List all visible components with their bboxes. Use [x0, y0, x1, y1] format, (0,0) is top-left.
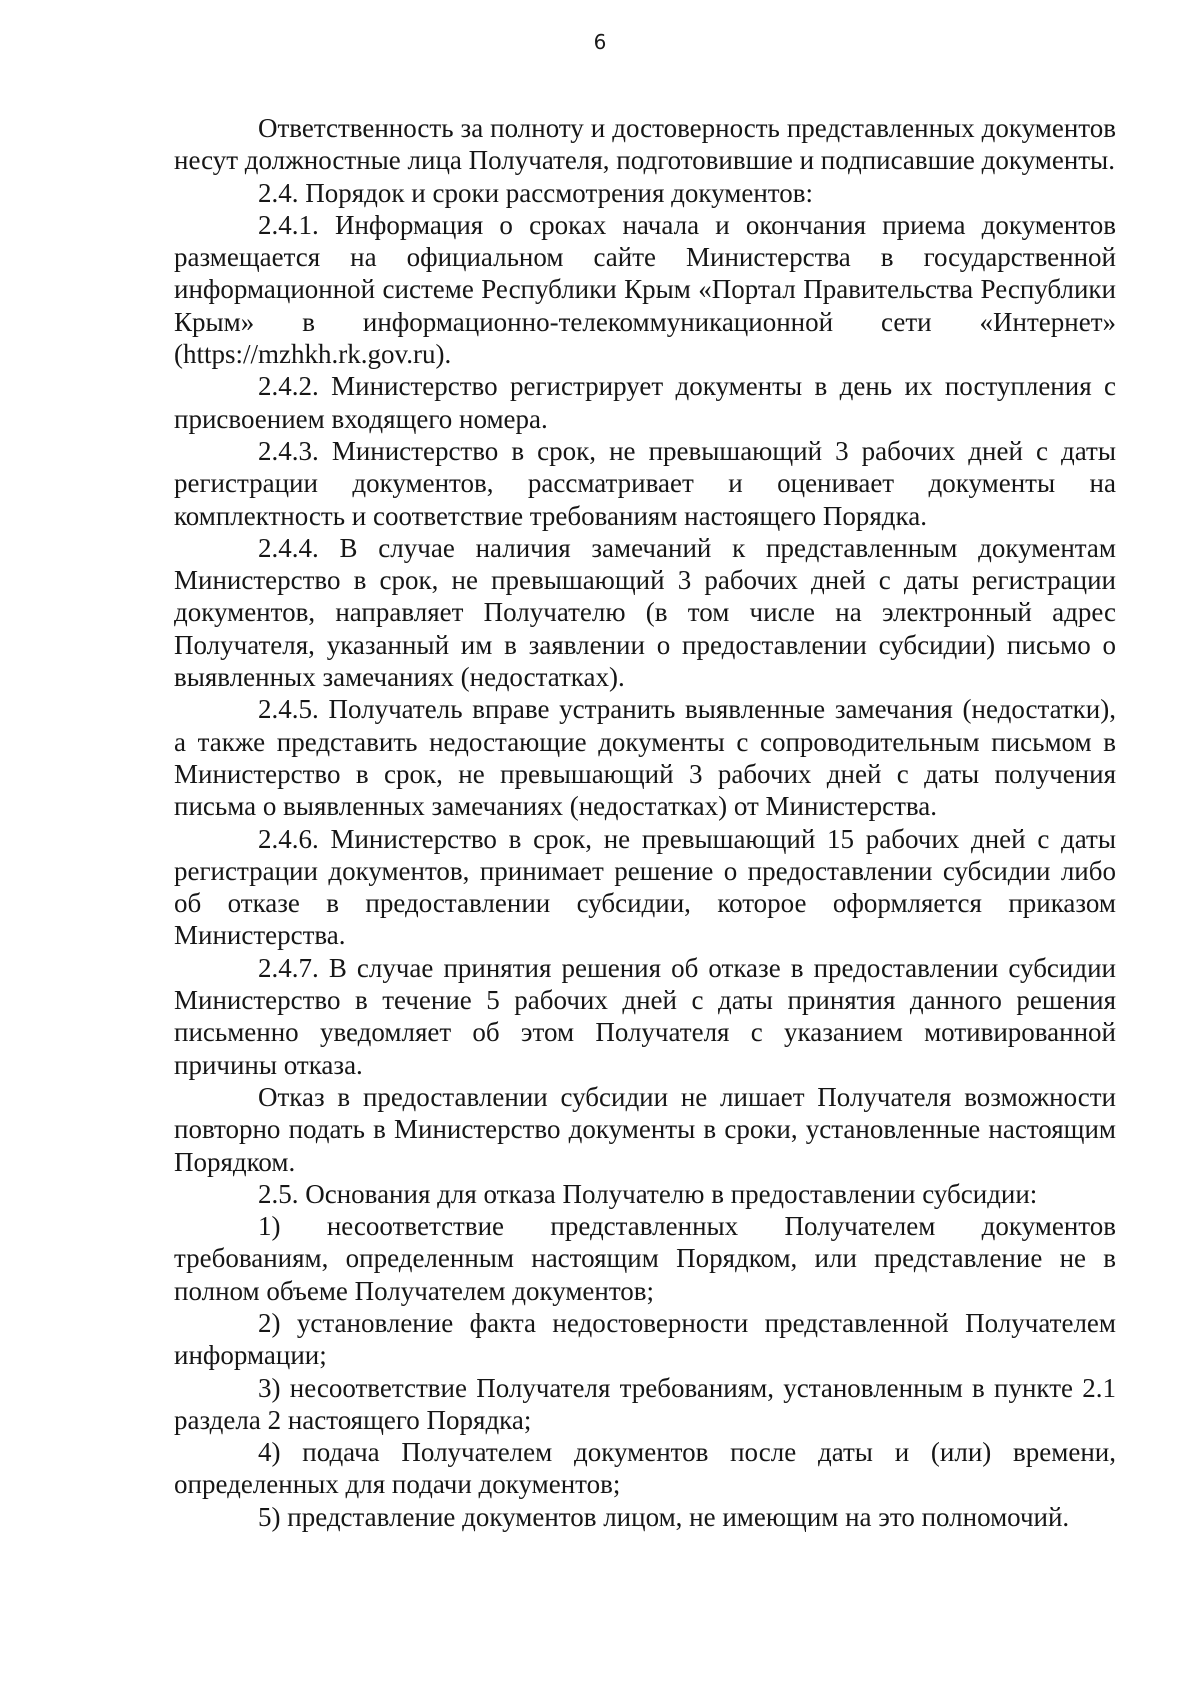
list-item-3: 3) несоответствие Получателя требованиям, установленным в пункте 2.1 раздела 2 настоящего Порядка; — [174, 1372, 1116, 1435]
list-item-5: 5) представление документов лицом, не имеющим на это полномочий. — [258, 1501, 1070, 1532]
document-body — [174, 112, 1116, 1533]
paragraph-2-5: 2.5. Основания для отказа Получателю в предоставлении субсидии: — [258, 1178, 1038, 1209]
paragraph-2-4-4: 2.4.4. В случае наличия замечаний к представленным документам Министерство в срок, не превышающий 3 рабочих дней с даты регистрации документов, направляет Получателю (в том числе на электронный адрес Получателя, указанный им в заявлении о предоставлении субсидии) письмо о выявленных замечаниях (недостатках). — [174, 532, 1116, 693]
paragraph-2-4-2: 2.4.2. Министерство регистрирует документы в день их поступления с присвоением входящего номера. — [174, 371, 1116, 434]
paragraph-2-4-7: 2.4.7. В случае принятия решения об отказе в предоставлении субсидии Министерство в течение 5 рабочих дней с даты принятия данного решения письменно уведомляет об этом Получателя с указанием мотивированной причины отказа. — [174, 952, 1116, 1080]
paragraph-2-4: 2.4. Порядок и сроки рассмотрения документов: — [258, 177, 813, 208]
list-item-4: 4) подача Получателем документов после даты и (или) времени, определенных для подачи документов; — [174, 1437, 1116, 1500]
list-item-1: 1) несоответствие представленных Получателем документов требованиям, определенным настоящим Порядком, или представление не в полном объеме Получателем документов; — [174, 1211, 1116, 1306]
paragraph-2-4-5: 2.4.5. Получатель вправе устранить выявленные замечания (недостатки), а также представить недостающие документы с сопроводительным письмом в Министерство в срок, не превышающий 3 рабочих дней с даты получения письма о выявленных замечаниях (недостатках) от Министерства. — [174, 694, 1116, 822]
paragraph-2-4-6: 2.4.6. Министерство в срок, не превышающий 15 рабочих дней с даты регистрации документов, принимает решение о предоставлении субсидии либо об отказе в предоставлении субсидии, которое оформляется приказом Министерства. — [174, 823, 1116, 951]
paragraph-2-4-3: 2.4.3. Министерство в срок, не превышающий 3 рабочих дней с даты регистрации документов, рассматривает и оценивает документы на комплектность и соответствие требованиям настоящего Порядка. — [174, 435, 1116, 531]
paragraph-refusal-note: Отказ в предоставлении субсидии не лишает Получателя возможности повторно подать в Министерство документы в сроки, установленные настоящим Порядком. — [174, 1081, 1116, 1177]
list-item-2: 2) установление факта недостоверности представленной Получателем информации; — [174, 1307, 1116, 1371]
paragraph-2-4-1: 2.4.1. Информация о сроках начала и окончания приема документов размещается на официальном сайте Министерства в государственной информационной системе Республики Крым «Портал Правительства Республики Крым» в информационно-телекоммуникационной сети «Интернет» (https://mzhkh.rk.gov.ru). — [174, 209, 1116, 370]
page-number: 6 — [593, 30, 607, 54]
paragraph-responsibility: Ответственность за полноту и достоверность представленных документов несут должностные лица Получателя, подготовившие и подписавшие документы. — [174, 113, 1116, 176]
